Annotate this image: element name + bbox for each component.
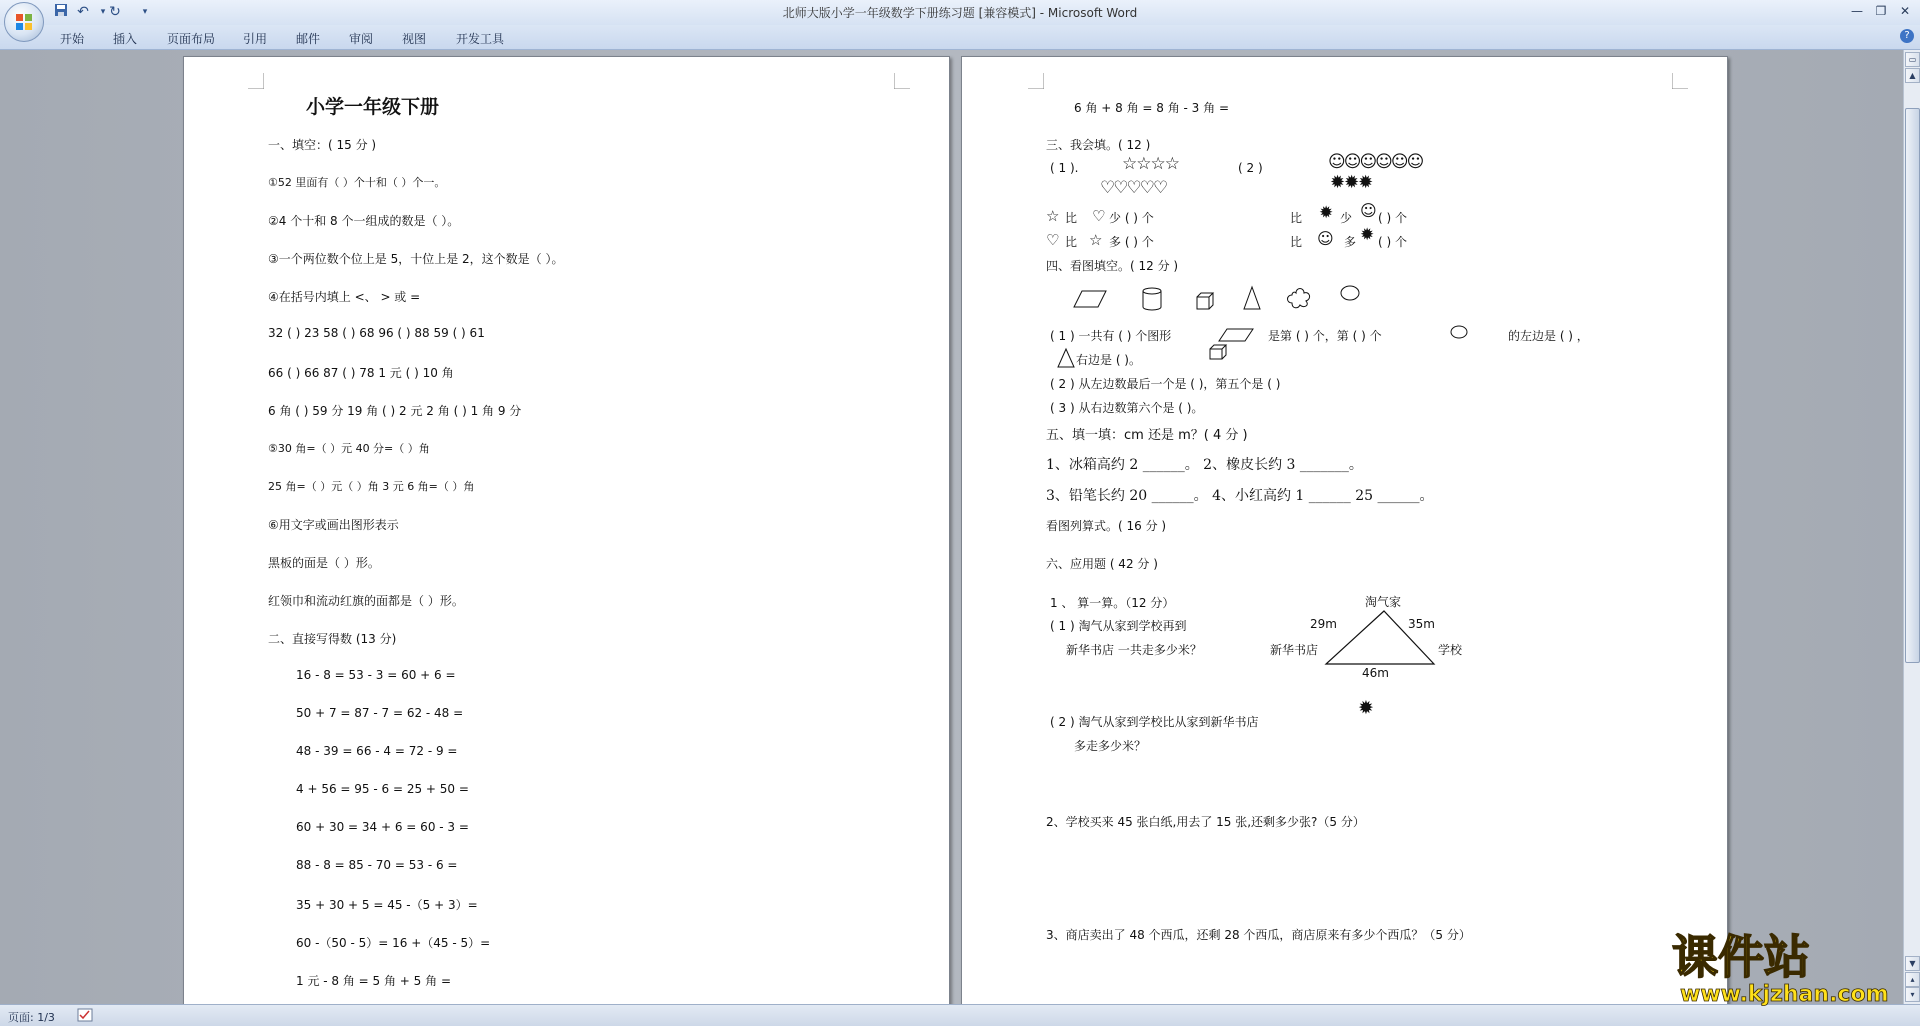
office-logo-icon	[15, 13, 33, 31]
tab-page-layout[interactable]: 页面布局	[167, 32, 216, 46]
star-icon: ☆	[1089, 231, 1103, 249]
cone-icon	[1056, 347, 1076, 369]
question-line: 6 角 ( ) 59 分 19 角 ( ) 2 元 2 角 ( ) 1 角 9 分	[268, 404, 522, 418]
parallelogram-icon	[1217, 327, 1257, 343]
page-2[interactable]	[961, 56, 1728, 1006]
arithmetic-row: 4 + 56 = 95 - 6 = 25 + 50 =	[296, 782, 469, 796]
undo-dropdown-icon[interactable]: ▾	[100, 7, 106, 17]
previous-page-icon[interactable]: ▴	[1905, 972, 1920, 987]
compare-text: 多 ( ) 个	[1109, 235, 1154, 249]
crop-mark	[1028, 73, 1044, 89]
star-group-icon: ☆☆☆☆	[1122, 154, 1179, 174]
proofing-icon[interactable]	[77, 1008, 93, 1022]
arithmetic-row: 6 角 + 8 角 = 8 角 - 3 角 =	[1074, 101, 1229, 115]
cloud-shape	[1288, 289, 1310, 308]
sun-group-icon: ✹✹✹	[1330, 172, 1373, 193]
star-icon: ☆	[1046, 207, 1060, 225]
question-line: 新华书店 一共走多少米？	[1066, 643, 1202, 657]
question-line: 的左边是 ( ) ，	[1508, 329, 1589, 343]
question-line: 3、商店卖出了 48 个西瓜，还剩 28 个西瓜，商店原来有多少个西瓜？（5 分）	[1046, 928, 1471, 942]
tab-mailings[interactable]: 邮件	[296, 32, 321, 46]
tab-insert[interactable]: 插入	[113, 32, 138, 46]
question-line: ④在括号内填上 <、 > 或 =	[268, 290, 421, 304]
question-label: ( 2 )	[1238, 161, 1263, 175]
status-bar	[0, 1004, 1920, 1026]
question-line: 66 ( ) 66 87 ( ) 78 1 元 ( ) 10 角	[268, 366, 454, 380]
arithmetic-row: 50 + 7 = 87 - 7 = 62 - 48 =	[296, 706, 464, 720]
ribbon-tab-bar	[0, 25, 1920, 50]
question-line: ③一个两位数个位上是 5，十位上是 2，这个数是（ ）。	[268, 252, 564, 266]
map-label-bookstore: 新华书店	[1270, 643, 1319, 657]
question-line: ( 3 ) 从右边数第六个是 ( )。	[1050, 401, 1204, 415]
question-line: 1、冰箱高约 2 ______。 2、橡皮长约 3 _______。	[1046, 457, 1363, 473]
cylinder-shape	[1143, 288, 1161, 294]
section-3-title: 三、我会填。( 12 )	[1046, 138, 1151, 152]
map-label-school: 学校	[1438, 643, 1463, 657]
compare-text: 比	[1290, 211, 1303, 225]
scroll-up-icon[interactable]: ▲	[1905, 68, 1920, 83]
cube-shape	[1197, 293, 1213, 309]
compare-text: 多	[1344, 235, 1357, 249]
cone-shape	[1244, 287, 1260, 309]
smiley-icon: ☺	[1360, 201, 1377, 220]
tab-view[interactable]: 视图	[402, 32, 427, 46]
question-line: ( 1 ) 淘气从家到学校再到	[1050, 619, 1187, 633]
title-bar	[0, 0, 1920, 26]
question-line: ( 2 ) 从左边数最后一个是 ( )，第五个是 ( )	[1050, 377, 1281, 391]
question-line: ( 2 ) 淘气从家到学校比从家到新华书店	[1050, 715, 1259, 729]
page-1[interactable]	[183, 56, 950, 1006]
question-line: 32 ( ) 23 58 ( ) 68 96 ( ) 88 59 ( ) 61	[268, 326, 485, 340]
ruler-toggle-icon[interactable]: ▭	[1905, 52, 1920, 67]
question-line: 多走多少米？	[1074, 739, 1147, 753]
redo-icon[interactable]: ↻	[109, 4, 121, 20]
page-indicator[interactable]: 页面: 1/3	[8, 1011, 55, 1024]
heart-icon: ♡	[1046, 231, 1060, 249]
customize-icon[interactable]: ▾	[142, 7, 148, 17]
map-label-home: 淘气家	[1365, 595, 1402, 609]
arithmetic-row: 60 + 30 = 34 + 6 = 60 - 3 =	[296, 820, 469, 834]
sun-icon: ✹	[1319, 203, 1334, 223]
arithmetic-row: 1 元 - 8 角 = 5 角 + 5 角 =	[296, 974, 451, 988]
scrollbar-thumb[interactable]	[1905, 108, 1920, 663]
map-distance: 46m	[1362, 666, 1389, 680]
sun-icon: ✹	[1358, 697, 1374, 719]
compare-text: 比	[1065, 235, 1078, 249]
help-icon[interactable]: ?	[1900, 29, 1914, 43]
question-line: ⑤30 角=（ ）元 40 分=（ ）角	[268, 442, 430, 455]
compare-text: ( ) 个	[1378, 235, 1407, 249]
question-line: ( 1 ) 一共有 ( ) 个图形	[1050, 329, 1172, 343]
parallelogram-shape	[1074, 291, 1106, 307]
question-line: ⑥用文字或画出图形表示	[268, 518, 399, 532]
tab-developer[interactable]: 开发工具	[456, 32, 505, 46]
question-line: 黑板的面是（ ）形。	[268, 556, 380, 570]
section-4-title: 四、看图填空。( 12 分 )	[1046, 259, 1179, 273]
next-page-icon[interactable]: ▾	[1905, 987, 1920, 1002]
compare-text: 少 ( ) 个	[1109, 211, 1154, 225]
question-line: ②4 个十和 8 个一组成的数是（ ）。	[268, 214, 460, 228]
section-2-title: 二、直接写得数 (13 分)	[268, 632, 397, 646]
map-distance: 29m	[1310, 617, 1337, 631]
watermark-url: www.kjzhan.com	[1680, 982, 1889, 1007]
crop-mark	[248, 73, 264, 89]
arithmetic-row: 88 - 8 = 85 - 70 = 53 - 6 =	[296, 858, 458, 872]
office-button[interactable]	[4, 2, 44, 42]
close-icon[interactable]: ✕	[1899, 4, 1911, 18]
arithmetic-row: 48 - 39 = 66 - 4 = 72 - 9 =	[296, 744, 458, 758]
tab-home[interactable]: 开始	[60, 32, 85, 46]
doc-title: 小学一年级下册	[306, 96, 440, 118]
circle-shape	[1341, 286, 1359, 300]
question-line: 3、铅笔长约 20 ______。 4、小红高约 1 ______ 25 ______。	[1046, 488, 1434, 504]
question-line: ①52 里面有（ ）个十和（ ）个一。	[268, 176, 446, 189]
heart-icon: ♡	[1092, 207, 1106, 225]
restore-icon[interactable]: ❐	[1875, 4, 1887, 18]
smiley-icon: ☺	[1317, 229, 1334, 248]
arithmetic-row: 60 -（50 - 5）= 16 +（45 - 5）=	[296, 936, 491, 950]
compare-text: ( ) 个	[1378, 211, 1407, 225]
heart-group-icon: ♡♡♡♡♡	[1100, 178, 1167, 198]
compare-text: 少	[1340, 211, 1353, 225]
question-line: 25 角=（ ）元（ ）角 3 元 6 角=（ ）角	[268, 480, 475, 493]
section-6-title: 六、应用题 ( 42 分 )	[1046, 557, 1158, 571]
shape-row	[1062, 283, 1362, 313]
watermark-logo	[1668, 925, 1898, 1007]
scroll-down-icon[interactable]: ▼	[1905, 956, 1920, 971]
window-title: 北师大版小学一年级数学下册练习题 [兼容模式] - Microsoft Word	[782, 6, 1138, 20]
question-line: 1 、 算一算。（12 分）	[1050, 596, 1175, 610]
crop-mark	[894, 73, 910, 89]
cube-icon	[1208, 343, 1228, 361]
compare-text: 比	[1290, 235, 1303, 249]
watermark-title: 课件站	[1672, 930, 1810, 984]
minimize-icon[interactable]: —	[1851, 4, 1863, 18]
question-line: 是第 ( ) 个，第 ( ) 个	[1268, 329, 1382, 343]
tab-references[interactable]: 引用	[243, 32, 268, 46]
question-line: 2、学校买来 45 张白纸,用去了 15 张,还剩多少张?（5 分）	[1046, 815, 1365, 829]
map-distance: 35m	[1408, 617, 1435, 631]
question-line: 右边是 ( )。	[1076, 353, 1141, 367]
section-1-title: 一、填空：( 15 分 )	[268, 138, 377, 152]
section-5-title: 五、填一填：cm 还是 m？( 4 分 )	[1046, 428, 1248, 443]
question-line: 看图列算式。( 16 分 )	[1046, 519, 1167, 533]
crop-mark	[1672, 73, 1688, 89]
undo-icon[interactable]: ↶	[77, 4, 89, 20]
smiley-group-icon: ☺☺☺☺☺☺	[1328, 152, 1423, 172]
arithmetic-row: 35 + 30 + 5 = 45 -（5 + 3）=	[296, 898, 478, 912]
question-label: ( 1 ).	[1050, 161, 1079, 175]
sun-icon: ✹	[1360, 225, 1375, 245]
vertical-scrollbar[interactable]	[1903, 50, 1920, 1004]
cloud-icon	[1449, 323, 1469, 341]
tab-review[interactable]: 审阅	[349, 32, 374, 46]
question-line: 红领巾和流动红旗的面都是（ ）形。	[268, 594, 464, 608]
compare-text: 比	[1065, 211, 1078, 225]
arithmetic-row: 16 - 8 = 53 - 3 = 60 + 6 =	[296, 668, 456, 682]
